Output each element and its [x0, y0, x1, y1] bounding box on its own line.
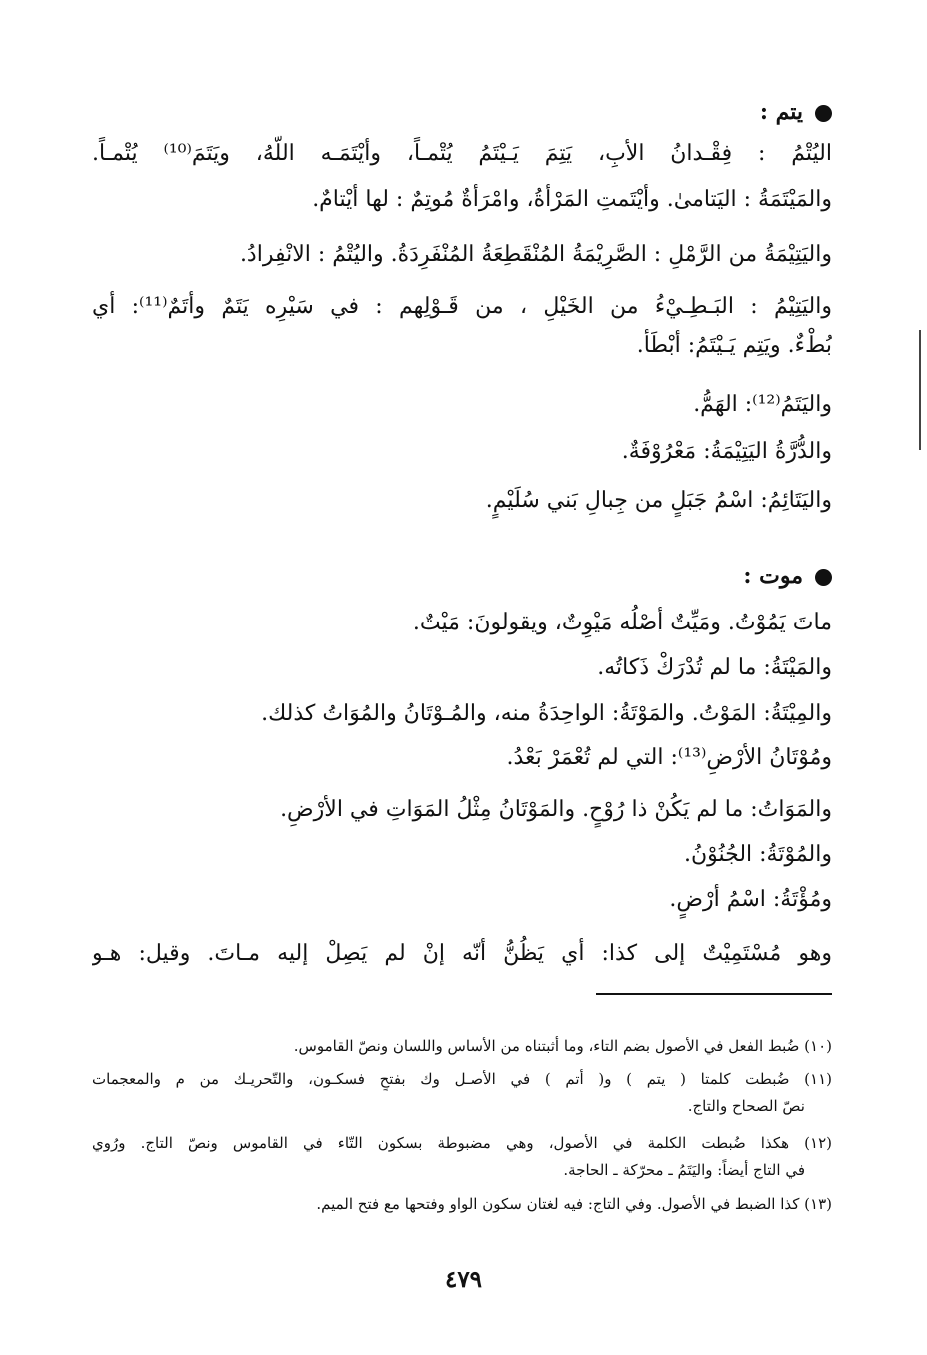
entry-line: ومُؤْتَةُ: اسْمُ أرْضٍ. — [669, 887, 832, 912]
entry-heading-yatam — [92, 92, 832, 132]
entry-line: اليُتْمُ : فِقْـدانُ الأبِ، يَتِمَ يَـيْتَمُ يُتْمـاً، وأيْتَمَـه اللّهُ، ويَتَمَ⁽¹⁰⁾ يُتْمـاً. — [92, 141, 832, 166]
entry-line: والمَوَاتُ: ما لم يَكُنْ ذا رُوْحٍ. والمَوْتَانُ مِثْلُ المَوَاتِ في الأرْضِ. — [280, 797, 832, 822]
entry-line: والدُّرَّةُ اليَتِيْمَةُ: مَعْرُوْفَةٌ. — [621, 439, 832, 464]
entry-line: وهو مُسْتَمِيْتٌ إلى كذا: أي يَظُنُّ أنّه إنْ لم يَصِلْ إليه مـاتَ. وقيل: هـو — [92, 941, 832, 966]
entry-line: والمَيْتَةُ: ما لم تُدْرَكْ ذَكاتُه. — [597, 655, 832, 680]
entry-line: بُطْءٌ. ويَتِم يَـيْتَمُ: أبْطَأ. — [636, 333, 832, 358]
footnote-11-continued: نصّ الصحاح والتاج. — [687, 1097, 805, 1115]
bullet-icon — [815, 569, 832, 586]
footnote-11: (١١) ضُبطت كلمتا ( يتم ) و( أتم ) في الأصـل وك بفتحٍ فسكـون، والتّحريـك من م والمعجمات — [92, 1070, 832, 1088]
entry-line: والمُوْتَةُ: الجُنُوْنُ. — [683, 842, 832, 867]
entry-line: ومُوْتَانُ الأرْضِ⁽¹³⁾: التي لم تُعْمَرْ بَعْدُ. — [506, 745, 832, 770]
entry-heading-text: يتم : — [759, 99, 803, 125]
entry-line: ماتَ يَمُوْتُ. ومَيِّتٌ أصْلُه مَيْوِتٌ، ويقولونَ: مَيْتٌ. — [412, 610, 832, 635]
entry-heading-mawt — [92, 556, 832, 596]
entry-line: واليَتَائِمُ: اسْمُ جَبَلٍ من جِبالِ بَني سُلَيْمٍ. — [485, 488, 832, 513]
scan-edge-mark — [919, 330, 921, 450]
footnote-10: (١٠) ضُبط الفعل في الأصول بضم التاء، وما أثبتناه من الأساس واللسان ونصّ القاموس. — [293, 1037, 832, 1055]
entry-line: والمِيْتَةُ: المَوْتُ. والمَوْتَةُ: الواحِدَةُ منه، والمُـوْتَانُ والمُوَاتُ كذلك. — [261, 701, 832, 726]
page-number: ٤٧٩ — [444, 1266, 483, 1293]
entry-heading-text: موت : — [743, 563, 803, 589]
entry-line: والمَيْتَمَةُ : اليَتامىٰ. وأيْتَمتِ المَرْأةُ، وامْرَأةٌ مُوتِمٌ : لها أيْتامٌ. — [312, 187, 832, 212]
entry-line: واليَتِيْمُ : البَـطِـيْءُ من الخَيْلِ ، من قَـوْلِهم : في سَيْرِه يَتَمٌ وأتَمٌ⁽¹¹⁾: أي — [92, 294, 832, 319]
footnote-separator — [596, 993, 832, 995]
footnote-12: (١٢) هكذا ضُبطت الكلمة في الأصول، وهي مضبوطة بسكون التّاء في القاموس ونصّ التاج. ورُوي — [92, 1134, 832, 1152]
footnote-12-continued: في التاج أيضاً: واليَتَمُ ـ محرّكة ـ الحاجة. — [563, 1161, 805, 1179]
entry-line: واليَتِيْمَةُ من الرَّمْلِ : الصَّرِيْمَةُ المُنْقَطِعَةُ المُنْفَرِدَةُ. واليُتْمُ : الانْفِرادُ. — [239, 242, 832, 267]
bullet-icon — [815, 105, 832, 122]
entry-line: واليَتَمُ⁽¹²⁾: الهَمُّ. — [693, 392, 832, 417]
footnote-13: (١٣) كذا الضبط في الأصول. وفي التاج: فيه لغتان سكون الواو وفتحها مع فتح الميم. — [316, 1195, 832, 1213]
